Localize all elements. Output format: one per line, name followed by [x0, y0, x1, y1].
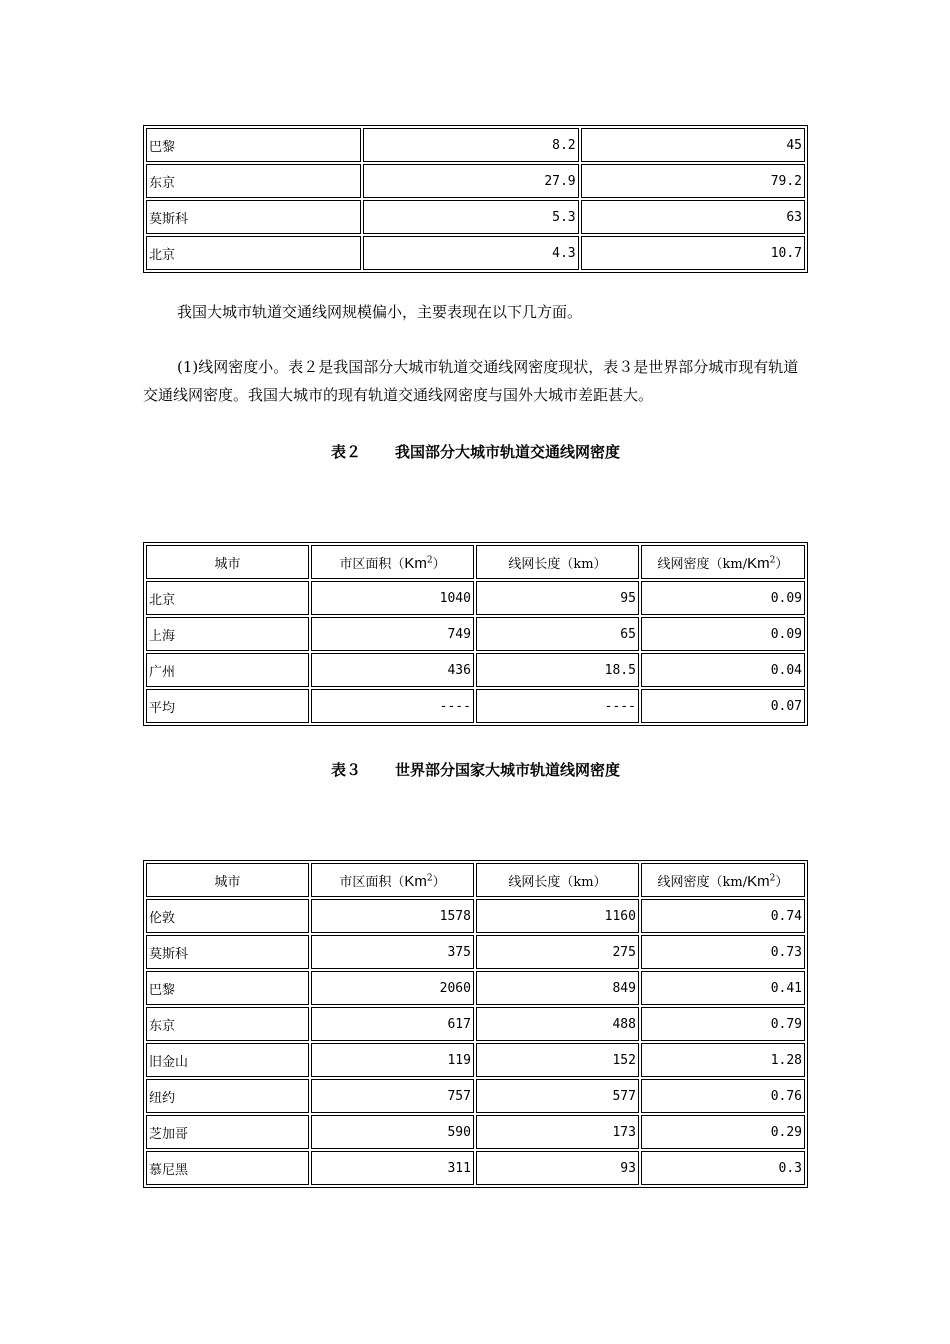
- header-density: [641, 863, 805, 897]
- cell-city: 广州: [146, 653, 309, 687]
- header-city: 城市: [146, 545, 309, 579]
- header-length: 线网长度（km）: [476, 545, 639, 579]
- cell-city: 旧金山: [146, 1043, 309, 1077]
- table-3: [143, 860, 808, 1188]
- table-row: [146, 200, 805, 234]
- cell-area: 1040: [311, 581, 474, 615]
- cell-area: 590: [311, 1115, 474, 1149]
- cell-value-a: 27.9: [363, 164, 578, 198]
- cell-area: ----: [311, 689, 474, 723]
- cell-length: ----: [476, 689, 639, 723]
- table-row: [146, 1115, 805, 1149]
- table-header-row: [146, 545, 805, 579]
- cell-length: 577: [476, 1079, 639, 1113]
- table-3-caption-title: 世界部分国家大城市轨道线网密度: [395, 761, 621, 779]
- cell-length: 152: [476, 1043, 639, 1077]
- cell-city: 北京: [146, 236, 361, 270]
- table-2-caption-number: 表２: [330, 443, 361, 461]
- header-density-label: 线网密度（km/: [657, 874, 748, 890]
- header-density-suffix: ）: [775, 874, 789, 890]
- cell-density: 0.76: [641, 1079, 805, 1113]
- cell-city: 莫斯科: [146, 935, 309, 969]
- table-row: [146, 935, 805, 969]
- table-row: [146, 689, 805, 723]
- table-row: [146, 128, 805, 162]
- header-density: [641, 545, 805, 579]
- cell-length: 173: [476, 1115, 639, 1149]
- table-header-row: [146, 863, 805, 897]
- cell-area: 757: [311, 1079, 474, 1113]
- cell-density: 0.3: [641, 1151, 805, 1185]
- cell-length: 93: [476, 1151, 639, 1185]
- header-area: [311, 863, 474, 897]
- table-2: [143, 542, 808, 726]
- header-city: 城市: [146, 863, 309, 897]
- table-row: [146, 1079, 805, 1113]
- cell-area: 2060: [311, 971, 474, 1005]
- header-area-suffix: ）: [432, 556, 446, 572]
- header-area-label: 市区面积（: [339, 874, 405, 890]
- cell-density: 0.41: [641, 971, 805, 1005]
- table-1: [143, 125, 808, 273]
- cell-city: 纽约: [146, 1079, 309, 1113]
- cell-area: 1578: [311, 899, 474, 933]
- cell-value-b: 10.7: [581, 236, 805, 270]
- header-density-label: 线网密度（km/: [657, 556, 748, 572]
- cell-length: 849: [476, 971, 639, 1005]
- header-density-unit: Km: [747, 554, 770, 572]
- cell-value-b: 45: [581, 128, 805, 162]
- cell-area: 617: [311, 1007, 474, 1041]
- table-row: [146, 1043, 805, 1077]
- cell-city: 慕尼黑: [146, 1151, 309, 1185]
- table-row: [146, 1007, 805, 1041]
- cell-city: 伦敦: [146, 899, 309, 933]
- table-row: [146, 653, 805, 687]
- table-row: [146, 899, 805, 933]
- cell-city: 东京: [146, 1007, 309, 1041]
- table-3-caption: [143, 759, 808, 780]
- cell-value-b: 63: [581, 200, 805, 234]
- table-3-caption-number: 表３: [330, 761, 361, 779]
- cell-density: 0.29: [641, 1115, 805, 1149]
- cell-density: 0.09: [641, 581, 805, 615]
- header-density-sup: 2: [769, 873, 776, 884]
- cell-value-a: 5.3: [363, 200, 578, 234]
- header-area-unit: Km: [404, 872, 427, 890]
- cell-area: 375: [311, 935, 474, 969]
- table-row: [146, 617, 805, 651]
- cell-density: 0.79: [641, 1007, 805, 1041]
- cell-length: 488: [476, 1007, 639, 1041]
- cell-length: 95: [476, 581, 639, 615]
- header-density-unit: Km: [747, 872, 770, 890]
- cell-length: 275: [476, 935, 639, 969]
- cell-area: 749: [311, 617, 474, 651]
- cell-length: 65: [476, 617, 639, 651]
- cell-area: 311: [311, 1151, 474, 1185]
- paragraph-2: (1)线网密度小。表２是我国部分大城市轨道交通线网密度现状，表３是世界部分城市现有轨道交通线网密度。我国大城市的现有轨道交通线网密度与国外大城市差距甚大。: [143, 358, 799, 404]
- cell-value-a: 4.3: [363, 236, 578, 270]
- header-area: [311, 545, 474, 579]
- cell-length: 1160: [476, 899, 639, 933]
- cell-density: 0.09: [641, 617, 805, 651]
- header-area-suffix: ）: [432, 874, 446, 890]
- header-density-suffix: ）: [775, 556, 789, 572]
- cell-city: 莫斯科: [146, 200, 361, 234]
- cell-density: 0.07: [641, 689, 805, 723]
- cell-length: 18.5: [476, 653, 639, 687]
- cell-area: 436: [311, 653, 474, 687]
- header-density-sup: 2: [769, 555, 776, 566]
- table-row: [146, 1151, 805, 1185]
- cell-city: 北京: [146, 581, 309, 615]
- table-row: [146, 236, 805, 270]
- table-row: [146, 164, 805, 198]
- paragraph-1: 我国大城市轨道交通线网规模偏小，主要表现在以下几方面。: [177, 303, 583, 321]
- table-row: [146, 971, 805, 1005]
- cell-density: 0.73: [641, 935, 805, 969]
- cell-value-b: 79.2: [581, 164, 805, 198]
- cell-area: 119: [311, 1043, 474, 1077]
- header-area-sup: 2: [426, 873, 433, 884]
- cell-city: 平均: [146, 689, 309, 723]
- header-length: 线网长度（km）: [476, 863, 639, 897]
- cell-city: 巴黎: [146, 128, 361, 162]
- table-2-caption-title: 我国部分大城市轨道交通线网密度: [395, 443, 621, 461]
- table-row: [146, 581, 805, 615]
- cell-density: 0.74: [641, 899, 805, 933]
- header-area-sup: 2: [426, 555, 433, 566]
- cell-value-a: 8.2: [363, 128, 578, 162]
- header-area-label: 市区面积（: [339, 556, 405, 572]
- cell-density: 1.28: [641, 1043, 805, 1077]
- cell-density: 0.04: [641, 653, 805, 687]
- cell-city: 东京: [146, 164, 361, 198]
- cell-city: 芝加哥: [146, 1115, 309, 1149]
- header-area-unit: Km: [404, 554, 427, 572]
- cell-city: 巴黎: [146, 971, 309, 1005]
- cell-city: 上海: [146, 617, 309, 651]
- table-2-caption: [143, 441, 808, 462]
